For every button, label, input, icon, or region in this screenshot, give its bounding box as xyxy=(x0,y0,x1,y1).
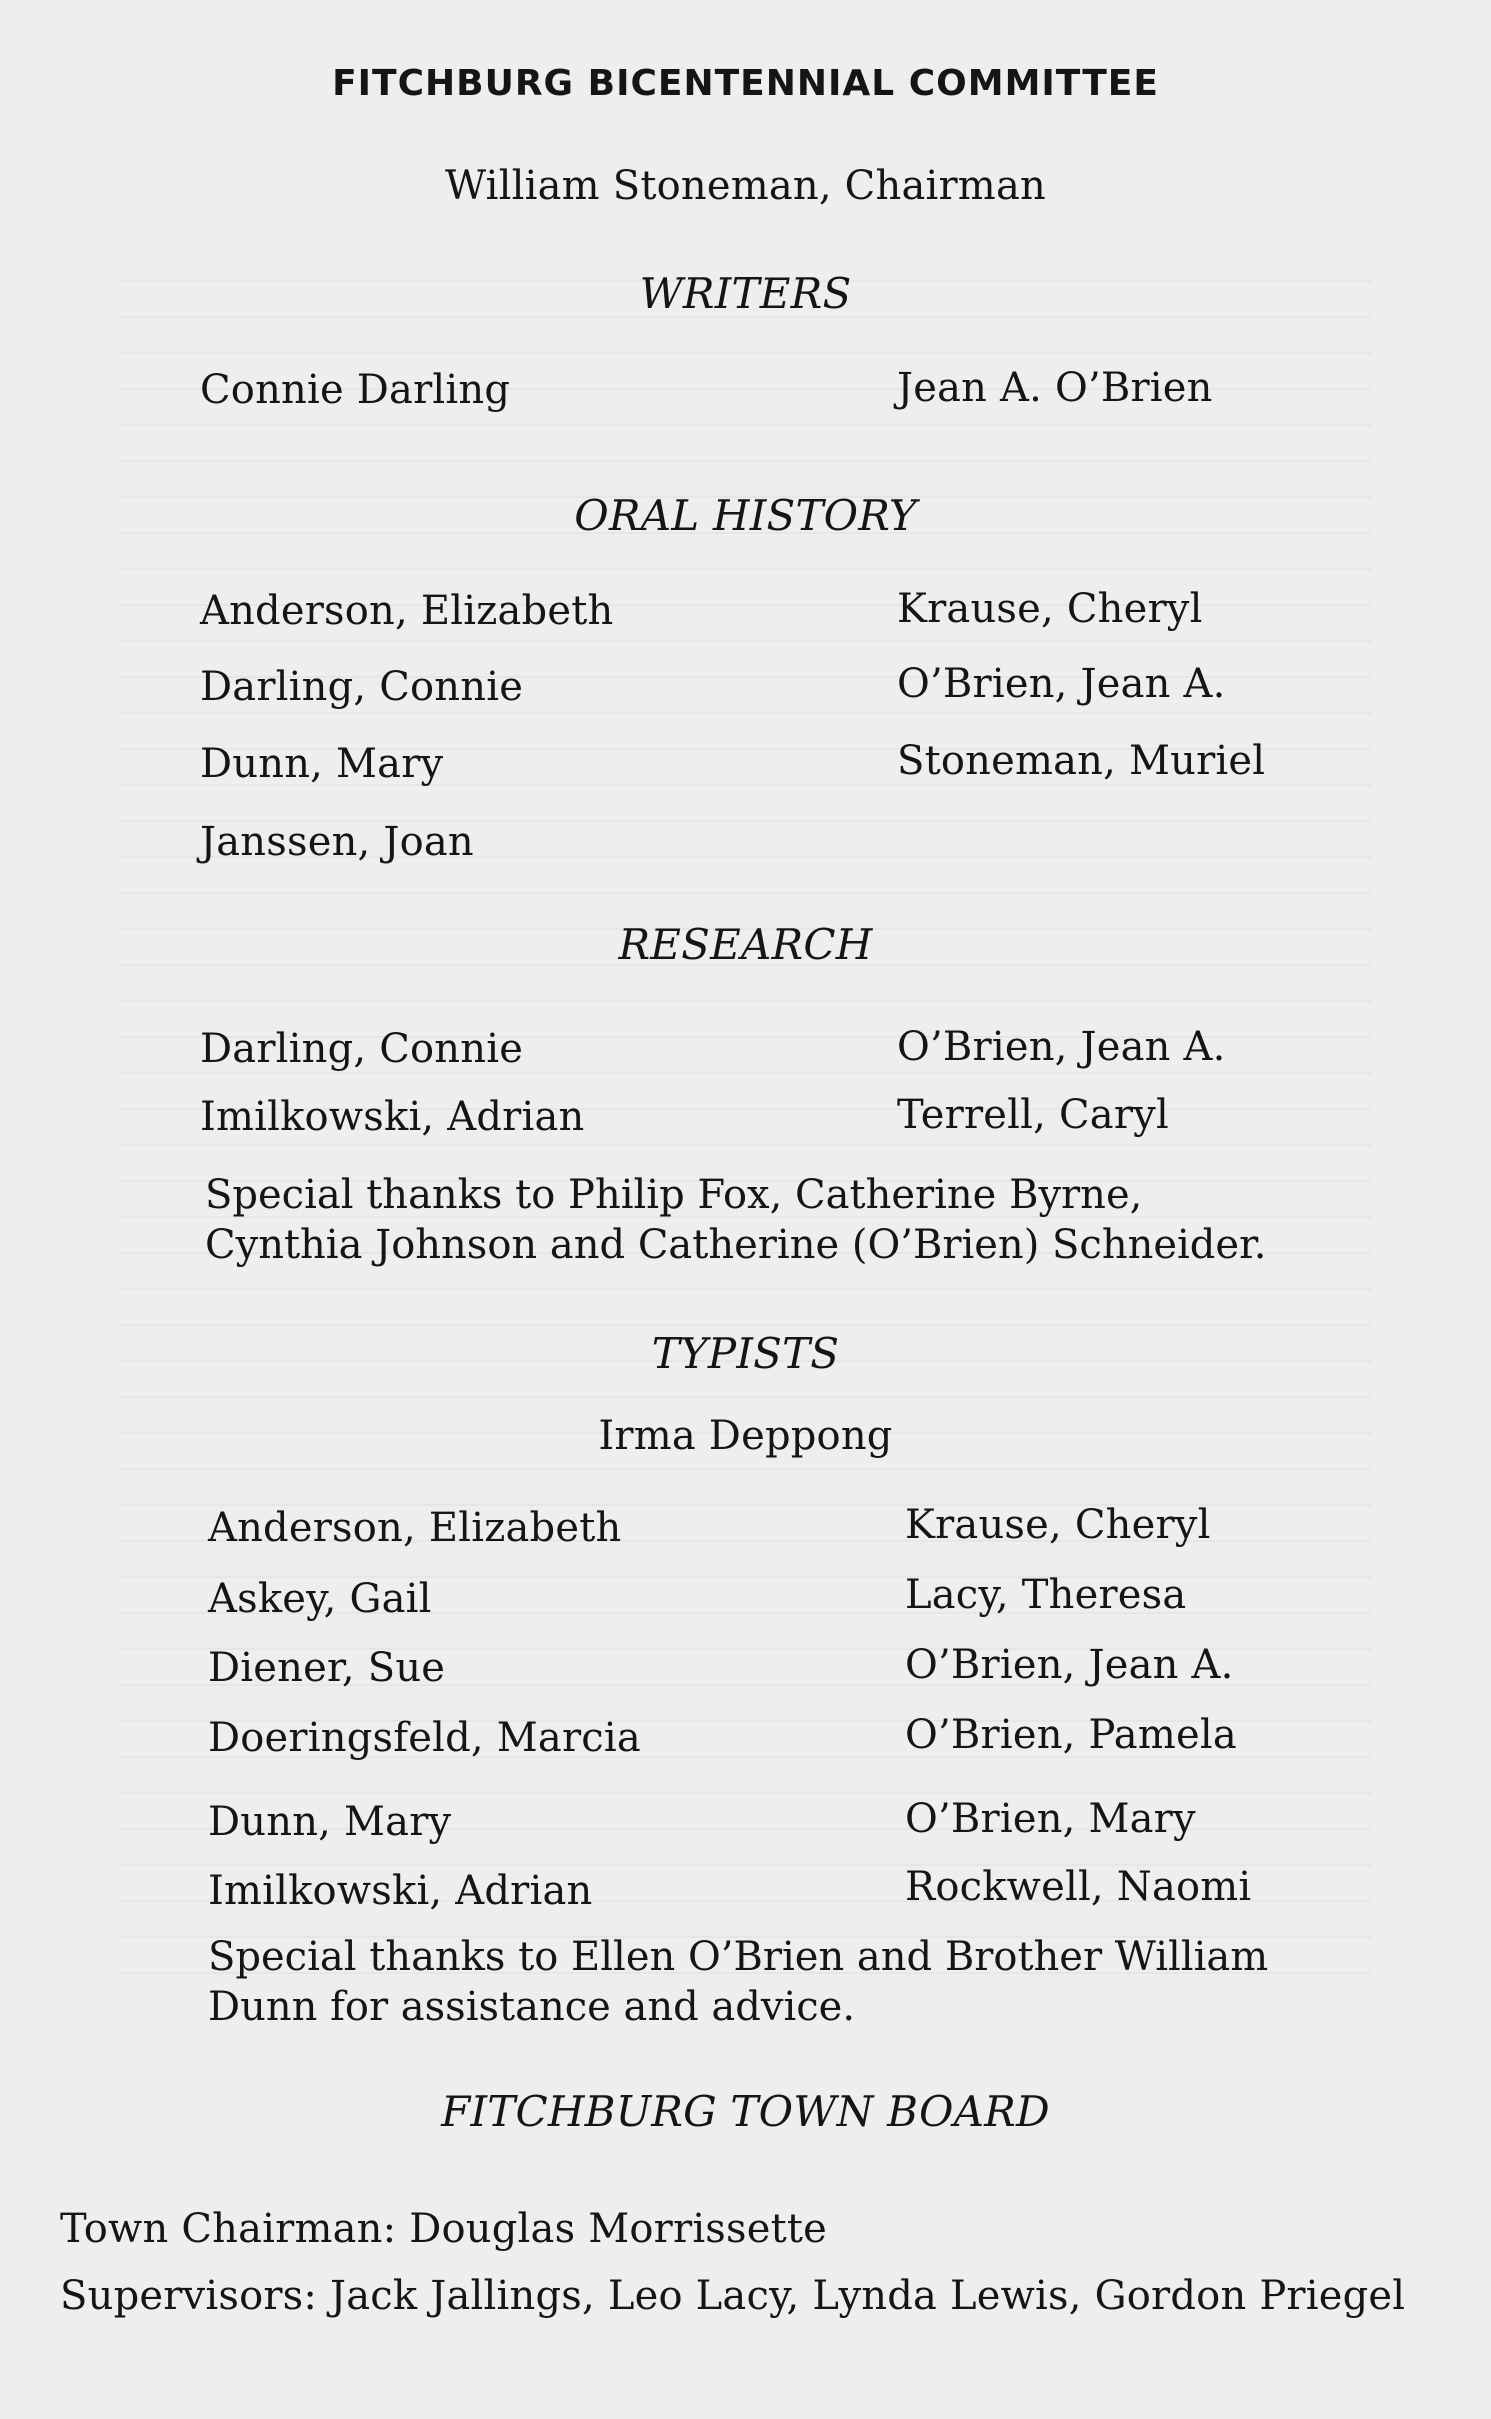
typist-right-item: Rockwell, Naomi xyxy=(905,1864,1252,1910)
typists-thanks-line: Dunn for assistance and advice. xyxy=(208,1984,856,2030)
writers-heading: WRITERS xyxy=(639,269,852,318)
oral-history-left-item: Dunn, Mary xyxy=(200,741,444,787)
typist-left-item: Doeringsfeld, Marcia xyxy=(208,1715,641,1761)
oral-history-right-item: Stoneman, Muriel xyxy=(897,738,1266,784)
typist-left-item: Diener, Sue xyxy=(208,1645,446,1691)
typist-right-item: Krause, Cheryl xyxy=(905,1502,1211,1548)
writer-right: Jean A. O’Brien xyxy=(897,365,1213,411)
research-thanks-line: Cynthia Johnson and Catherine (O’Brien) Schneider. xyxy=(205,1222,1267,1268)
typist-right-item: O’Brien, Mary xyxy=(905,1796,1196,1842)
typist-right-item: O’Brien, Jean A. xyxy=(905,1642,1234,1688)
research-left-item: Darling, Connie xyxy=(200,1026,524,1072)
typists-heading: TYPISTS xyxy=(651,1329,840,1378)
research-thanks-line: Special thanks to Philip Fox, Catherine Byrne, xyxy=(205,1172,1143,1218)
typists-thanks-line: Special thanks to Ellen O’Brien and Brother William xyxy=(208,1934,1269,1980)
writer-left: Connie Darling xyxy=(200,367,511,413)
research-thanks xyxy=(205,1170,1335,1270)
research-left-item: Imilkowski, Adrian xyxy=(200,1094,585,1140)
typist-right-item: Lacy, Theresa xyxy=(905,1572,1187,1618)
oral-history-heading: ORAL HISTORY xyxy=(574,491,917,540)
research-heading: RESEARCH xyxy=(618,920,873,969)
typists-thanks xyxy=(208,1932,1338,2032)
typist-right-item: O’Brien, Pamela xyxy=(905,1712,1237,1758)
oral-history-left-item: Janssen, Joan xyxy=(200,819,474,865)
typist-left-item: Dunn, Mary xyxy=(208,1799,452,1845)
typist-left-item: Anderson, Elizabeth xyxy=(208,1505,622,1551)
committee-title: FITCHBURG BICENTENNIAL COMMITTEE xyxy=(332,63,1159,104)
typists-lead: Irma Deppong xyxy=(598,1413,893,1459)
supervisors-line: Supervisors: Jack Jallings, Leo Lacy, Lynda Lewis, Gordon Priegel xyxy=(60,2273,1406,2319)
town-chairman-line: Town Chairman: Douglas Morrissette xyxy=(60,2206,828,2252)
oral-history-left-item: Darling, Connie xyxy=(200,664,524,710)
oral-history-right-item: Krause, Cheryl xyxy=(897,586,1203,632)
committee-chairman: William Stoneman, Chairman xyxy=(445,163,1046,209)
research-right-item: Terrell, Caryl xyxy=(897,1092,1169,1138)
town-board-heading: FITCHBURG TOWN BOARD xyxy=(441,2087,1050,2136)
research-right-item: O’Brien, Jean A. xyxy=(897,1024,1226,1070)
oral-history-right-item: O’Brien, Jean A. xyxy=(897,661,1226,707)
oral-history-left-item: Anderson, Elizabeth xyxy=(200,588,614,634)
typist-left-item: Imilkowski, Adrian xyxy=(208,1868,593,1914)
typist-left-item: Askey, Gail xyxy=(208,1576,432,1622)
